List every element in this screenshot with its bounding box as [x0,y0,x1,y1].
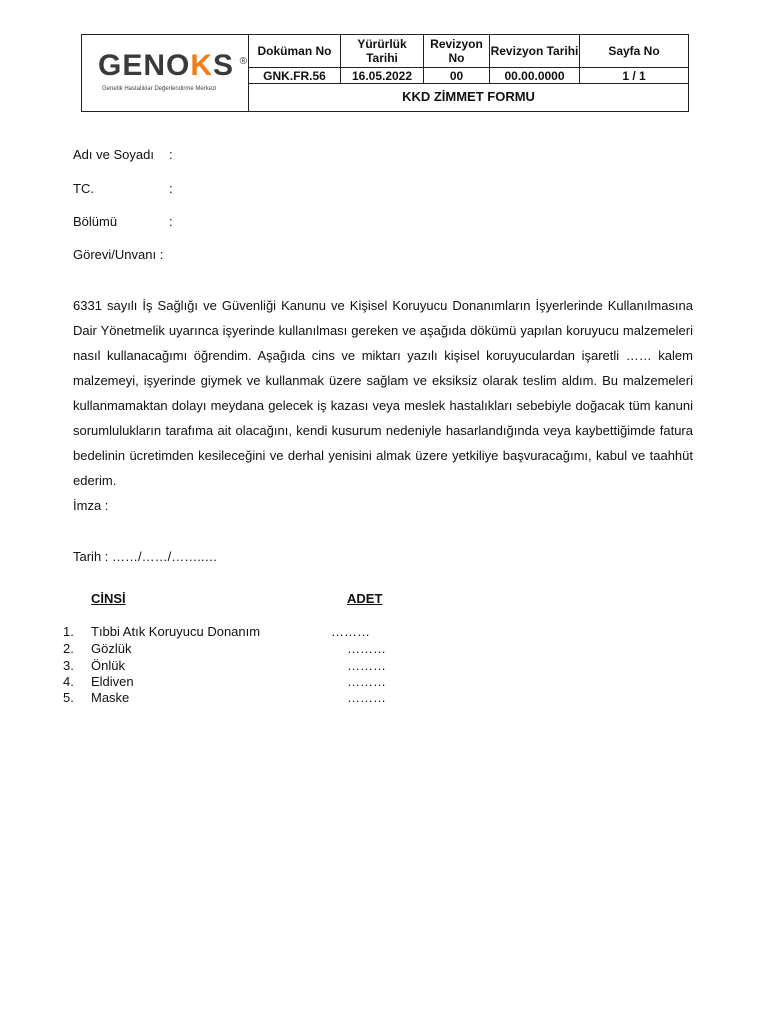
field-department-sep: : [169,214,173,229]
item-quantity: ……… [347,641,386,656]
field-tc [73,181,173,197]
header-effective-date-value: 16.05.2022 [341,68,424,83]
header-page-no-label: Sayfa No [580,35,689,68]
item-number: 1. [63,624,74,639]
header-doc-no-label: Doküman No [249,35,341,68]
logo [82,35,249,112]
field-title [73,247,163,263]
field-name-label: Adı ve Soyadı [73,147,154,162]
field-name [73,147,173,163]
header-revision-date-value: 00.00.0000 [490,68,580,83]
item-quantity: ……… [331,624,370,639]
item-number: 4. [63,674,74,689]
item-name: Eldiven [91,674,134,689]
field-department [73,214,173,230]
header-page-no-value: 1 / 1 [580,68,689,83]
item-quantity: ……… [347,658,386,673]
item-quantity: ……… [347,674,386,689]
form-title: KKD ZİMMET FORMU [249,83,689,111]
item-name: Gözlük [91,641,132,656]
document-header-table [81,34,689,112]
header-revision-no-value: 00 [424,68,490,83]
item-name: Tıbbi Atık Koruyucu Donanım [91,624,261,639]
item-number: 3. [63,658,74,673]
commitment-paragraph: 6331 sayılı İş Sağlığı ve Güvenliği Kanunu ve Kişisel Koruyucu Donanımların İşyerlerinde Kullanılmasına Dair Yönetmelik uyarınca işyerinde kullanılması gereken ve aşağıda dökümü yapılan koruyucu malzemeleri nasıl kullanacağımı öğrendim. Aşağıda cins ve miktarı yazılı kişisel koruyuculardan işaretli …… kalem malzemeyi, işyerinde giymek ve kullanmak üzere sağlam ve eksiksiz olarak teslim aldım. Bu malzemeleri kullanmamaktan dolayı meydana gelecek iş kazası veya meslek hastalıkları sebebiyle doğacak tüm kanuni sorumlulukların tarafıma ait olacağını, kendi kusurum nedeniyle hasarlandığında veya kaybettiğimde fatura bedelinin ücretimden kesileceğini ve derhal yenisini almak üzere yetkiliye başvuracağımı, kabul ve taahhüt ederim. [73,298,693,488]
date-line: Tarih : ……/……/……..… [73,549,218,564]
item-number: 2. [63,641,74,656]
field-department-label: Bölümü [73,214,118,229]
item-number: 5. [63,690,74,705]
column-header-type: CİNSİ [91,591,126,606]
logo-wordmark: GENOKS ® [98,48,249,82]
logo-subtitle: Genetik Hastalıklar Değerlendirme Merkezi [102,85,217,92]
header-revision-no-label: Revizyon No [424,35,490,68]
signature-label: İmza : [73,498,109,513]
item-name: Maske [91,690,130,705]
field-title-label: Görevi/Unvanı [73,247,157,262]
item-name: Önlük [91,658,125,673]
header-effective-date-label: Yürürlük Tarihi [341,35,424,68]
column-header-quantity: ADET [347,591,383,606]
item-quantity: ……… [347,690,386,705]
header-revision-date-label: Revizyon Tarihi [490,35,580,68]
field-name-sep: : [169,147,173,162]
field-tc-sep: : [169,181,173,196]
header-doc-no-value: GNK.FR.56 [249,68,341,83]
field-title-sep: : [159,247,164,262]
field-tc-label: TC. [73,181,94,196]
